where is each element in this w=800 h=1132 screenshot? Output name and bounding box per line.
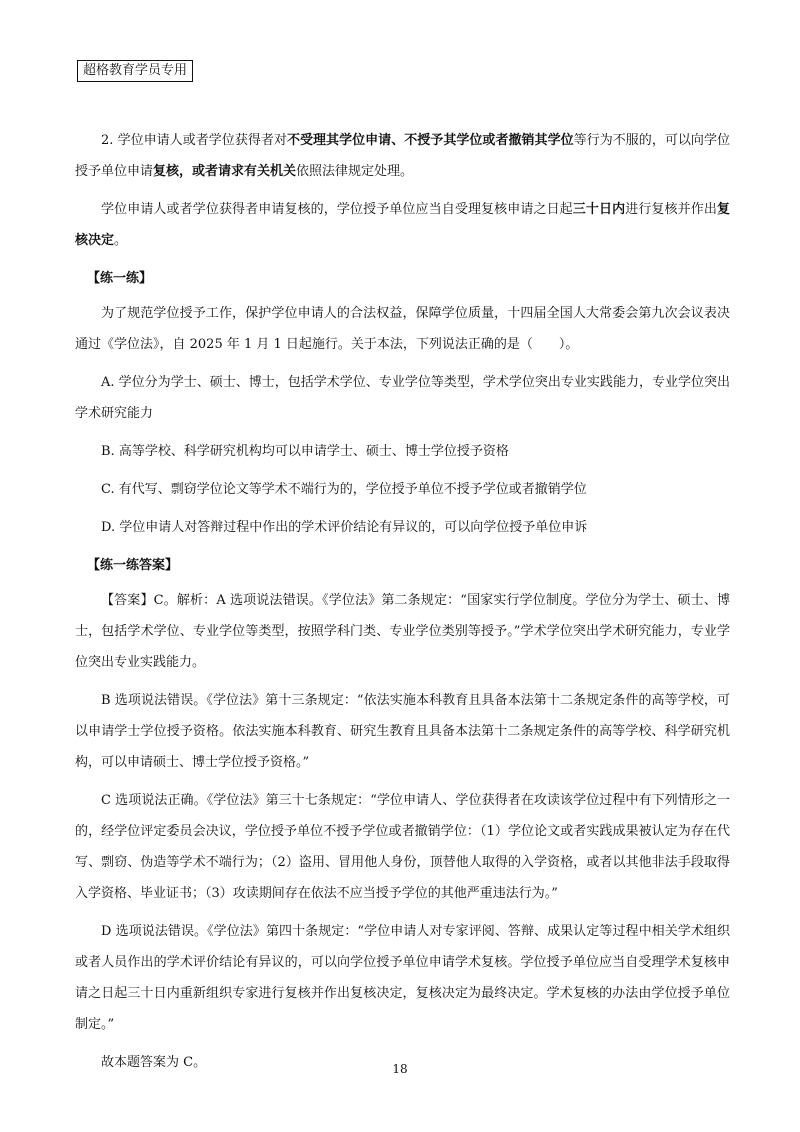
answer-heading: 【练一练答案】	[87, 558, 179, 573]
option-c: C. 有代写、剽窃学位论文等学术不端行为的，学位授予单位不授予学位或者撤销学位	[101, 482, 587, 497]
answer-paragraph-a: 【答案】C。解析：A 选项说法错误。《学位法》第二条规定：“国家实行学位制度。学位分为学士、硕士、博士，包括学术学位、专业学位等类型，按照学科门类、专业学位类别等授予。”学术学位突出学术研究能力，专业学位突出专业实践能力。	[75, 593, 730, 670]
page-content	[75, 125, 730, 1085]
option-a: A. 学位分为学士、硕士、博士，包括学术学位、专业学位等类型，学术学位突出专业实践能力，专业学位突出学术研究能力	[75, 375, 730, 421]
answer-paragraph-c: C 选项说法正确。《学位法》第三十七条规定：“学位申请人、学位获得者在攻读该学位过程中有下列情形之一的，经学位评定委员会决议，学位授予单位不授予学位或者撤销学位：（1）学位论文或者实践成果被认定为存在代写、剽窃、伪造等学术不端行为；（2）盗用、冒用他人身份，顶替他人取得的入学资格，或者以其他非法手段取得入学资格、毕业证书；（3）攻读期间存在依法不应当授予学位的其他严重违法行为。”	[75, 793, 730, 901]
paragraph-review-right: 2. 学位申请人或者学位获得者对不受理其学位申请、不授予其学位或者撤销其学位等行为不服的，可以向学位授予单位申请复核，或者请求有关机关依照法律规定处理。	[75, 133, 730, 179]
option-d: D. 学位申请人对答辩过程中作出的学术评价结论有异议的，可以向学位授予单位申诉	[101, 520, 588, 535]
practice-question: 为了规范学位授予工作，保护学位申请人的合法权益，保障学位质量，十四届全国人大常委会第九次会议表决通过《学位法》，自 2025 年 1 月 1 日起施行。关于本法，下列说法正确的是（ ）。	[75, 306, 730, 352]
practice-heading: 【练一练】	[87, 271, 153, 286]
watermark-label: 超格教育学员专用	[77, 60, 193, 82]
option-b: B. 高等学校、科学研究机构均可以申请学士、硕士、博士学位授予资格	[101, 444, 509, 459]
page-number: 18	[392, 1062, 408, 1076]
answer-paragraph-d: D 选项说法错误。《学位法》第四十条规定：“学位申请人对专家评阅、答辩、成果认定等过程中相关学术组织或者人员作出的学术评价结论有异议的，可以向学位授予单位申请学术复核。学位授予单位应当自受理学术复核申请之日起三十日内重新组织专家进行复核并作出复核决定，复核决定为最终决定。学术复核的办法由学位授予单位制定。”	[75, 924, 730, 1032]
paragraph-review-deadline: 学位申请人或者学位获得者申请复核的，学位授予单位应当自受理复核申请之日起三十日内进行复核并作出复核决定。	[75, 202, 730, 248]
answer-paragraph-b: B 选项说法错误。《学位法》第十三条规定：“依法实施本科教育且具备本法第十二条规定条件的高等学校，可以申请学士学位授予资格。依法实施本科教育、研究生教育且具备本法第十二条规定条件的高等学校、科学研究机构，可以申请硕士、博士学位授予资格。”	[75, 693, 730, 770]
answer-conclusion: 故本题答案为 C。	[101, 1055, 207, 1070]
